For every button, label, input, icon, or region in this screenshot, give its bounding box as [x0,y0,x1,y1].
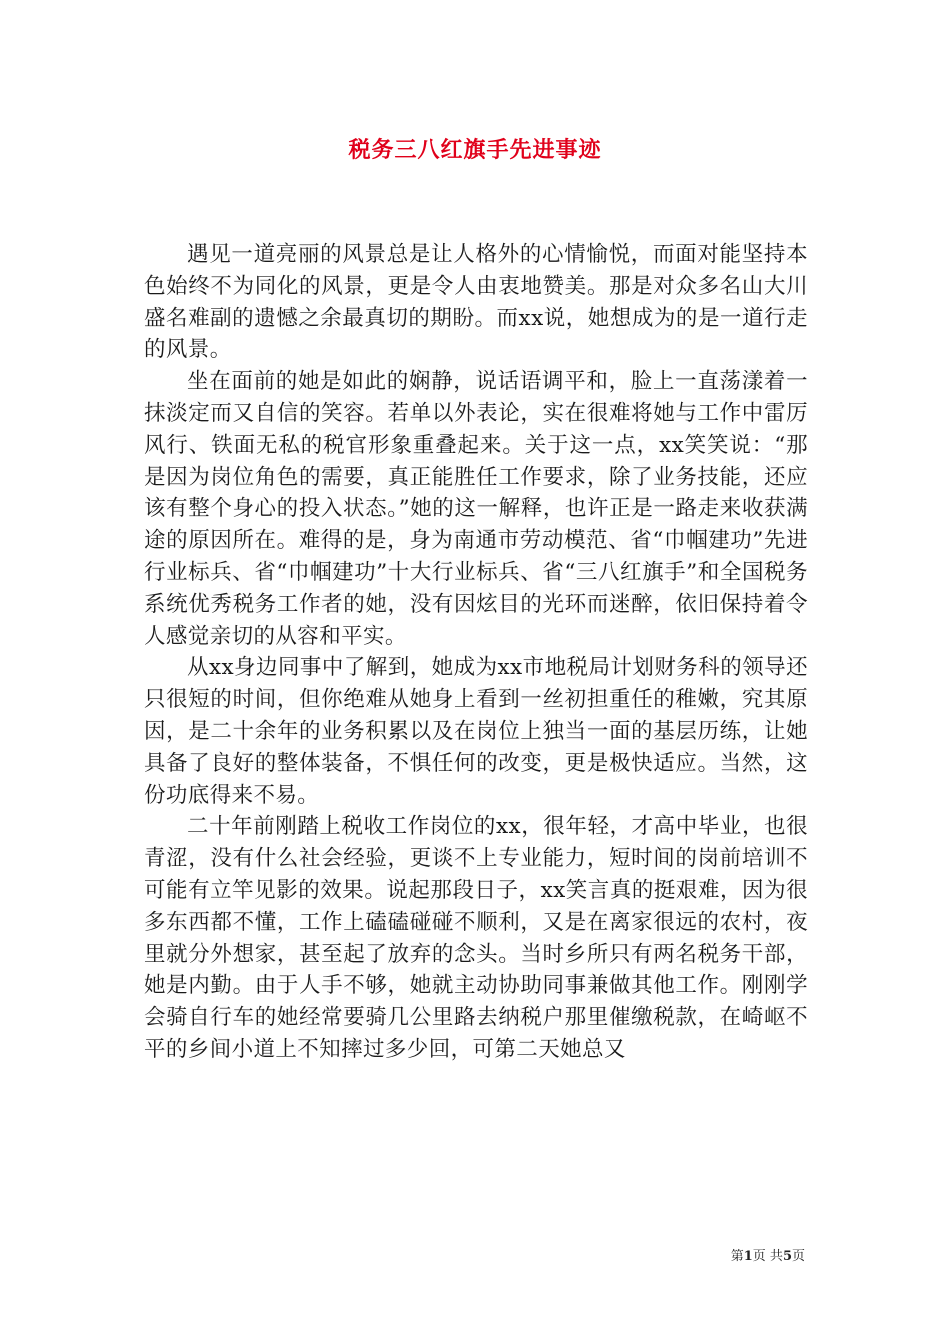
footer-middle: 页 共 [752,1249,783,1264]
document-body [144,239,808,1066]
current-page-number: 1 [743,1249,753,1264]
paragraph: 二十年前刚踏上税收工作岗位的xx，很年轻，才高中毕业，也很青涩，没有什么社会经验，更谈不上专业能力，短时间的岗前培训不可能有立竿见影的效果。说起那段日子，xx笑言真的挺艰难，因为很多东西都不懂，工作上磕磕碰碰不顺利，又是在离家很远的农村，夜里就分外想家，甚至起了放弃的念头。当时乡所只有两名税务干部，她是内勤。由于人手不够，她就主动协助同事兼做其他工作。刚刚学会骑自行车的她经常要骑几公里路去纳税户那里催缴税款，在崎岖不平的乡间小道上不知摔过多少回，可第二天她总又 [144,814,808,1062]
paragraph: 坐在面前的她是如此的娴静，说话语调平和，脸上一直荡漾着一抹淡定而又自信的笑容。若单以外表论，实在很难将她与工作中雷厉风行、铁面无私的税官形象重叠起来。关于这一点，xx笑笑说：“那是因为岗位角色的需要，真正能胜任工作要求，除了业务技能，还应该有整个身心的投入状态。”她的这一解释，也许正是一路走来收获满途的原因所在。难得的是，身为南通市劳动模范、省“巾帼建功”先进行业标兵、省“巾帼建功”十大行业标兵、省“三八红旗手”和全国税务系统优秀税务工作者的她，没有因炫目的光环而迷醉，依旧保持着令人感觉亲切的从容和平实。 [144,369,808,649]
page-number-footer [731,1248,805,1266]
footer-suffix: 页 [791,1249,805,1264]
document-title: 税务三八红旗手先进事迹 [348,137,602,163]
footer-prefix: 第 [730,1249,744,1264]
paragraph: 从xx身边同事中了解到，她成为xx市地税局计划财务科的领导还只很短的时间，但你绝难从她身上看到一丝初担重任的稚嫩，究其原因，是二十余年的业务积累以及在岗位上独当一面的基层历练，让她具备了良好的整体装备，不惧任何的改变，更是极快适应。当然，这份功底得来不易。 [144,655,808,808]
paragraph: 遇见一道亮丽的风景总是让人格外的心情愉悦，而面对能坚持本色始终不为同化的风景，更是令人由衷地赞美。那是对众多名山大川盛名难副的遗憾之余最真切的期盼。而xx说，她想成为的是一道行走的风景。 [144,242,808,363]
total-pages-number: 5 [782,1249,792,1264]
